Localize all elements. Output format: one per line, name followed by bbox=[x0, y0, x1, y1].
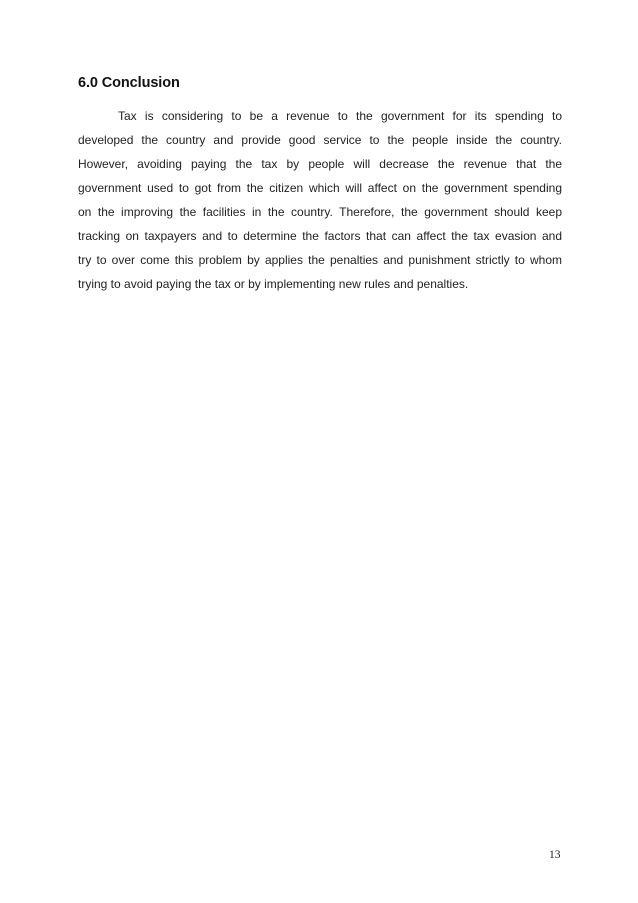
paragraph-line-4: government used to got from the citizen which will affect on the government spending bbox=[78, 181, 562, 195]
paragraph-line-3: However, avoiding paying the tax by people will decrease the revenue that the bbox=[78, 157, 562, 171]
paragraph-line-8: trying to avoid paying the tax or by implementing new rules and penalties. bbox=[78, 277, 469, 291]
paragraph-line-1: Tax is considering to be a revenue to the government for its spending to bbox=[118, 109, 562, 123]
section-heading: 6.0 Conclusion bbox=[78, 75, 180, 91]
conclusion-paragraph bbox=[78, 104, 562, 296]
paragraph-line-5: on the improving the facilities in the country. Therefore, the government should keep bbox=[78, 205, 562, 219]
paragraph-line-6: tracking on taxpayers and to determine the factors that can affect the tax evasion and bbox=[78, 229, 562, 243]
paragraph-line-2: developed the country and provide good service to the people inside the country. bbox=[78, 133, 562, 147]
paragraph-line-7: try to over come this problem by applies the penalties and punishment strictly to whom bbox=[78, 253, 562, 267]
page-number: 13 bbox=[549, 849, 561, 861]
